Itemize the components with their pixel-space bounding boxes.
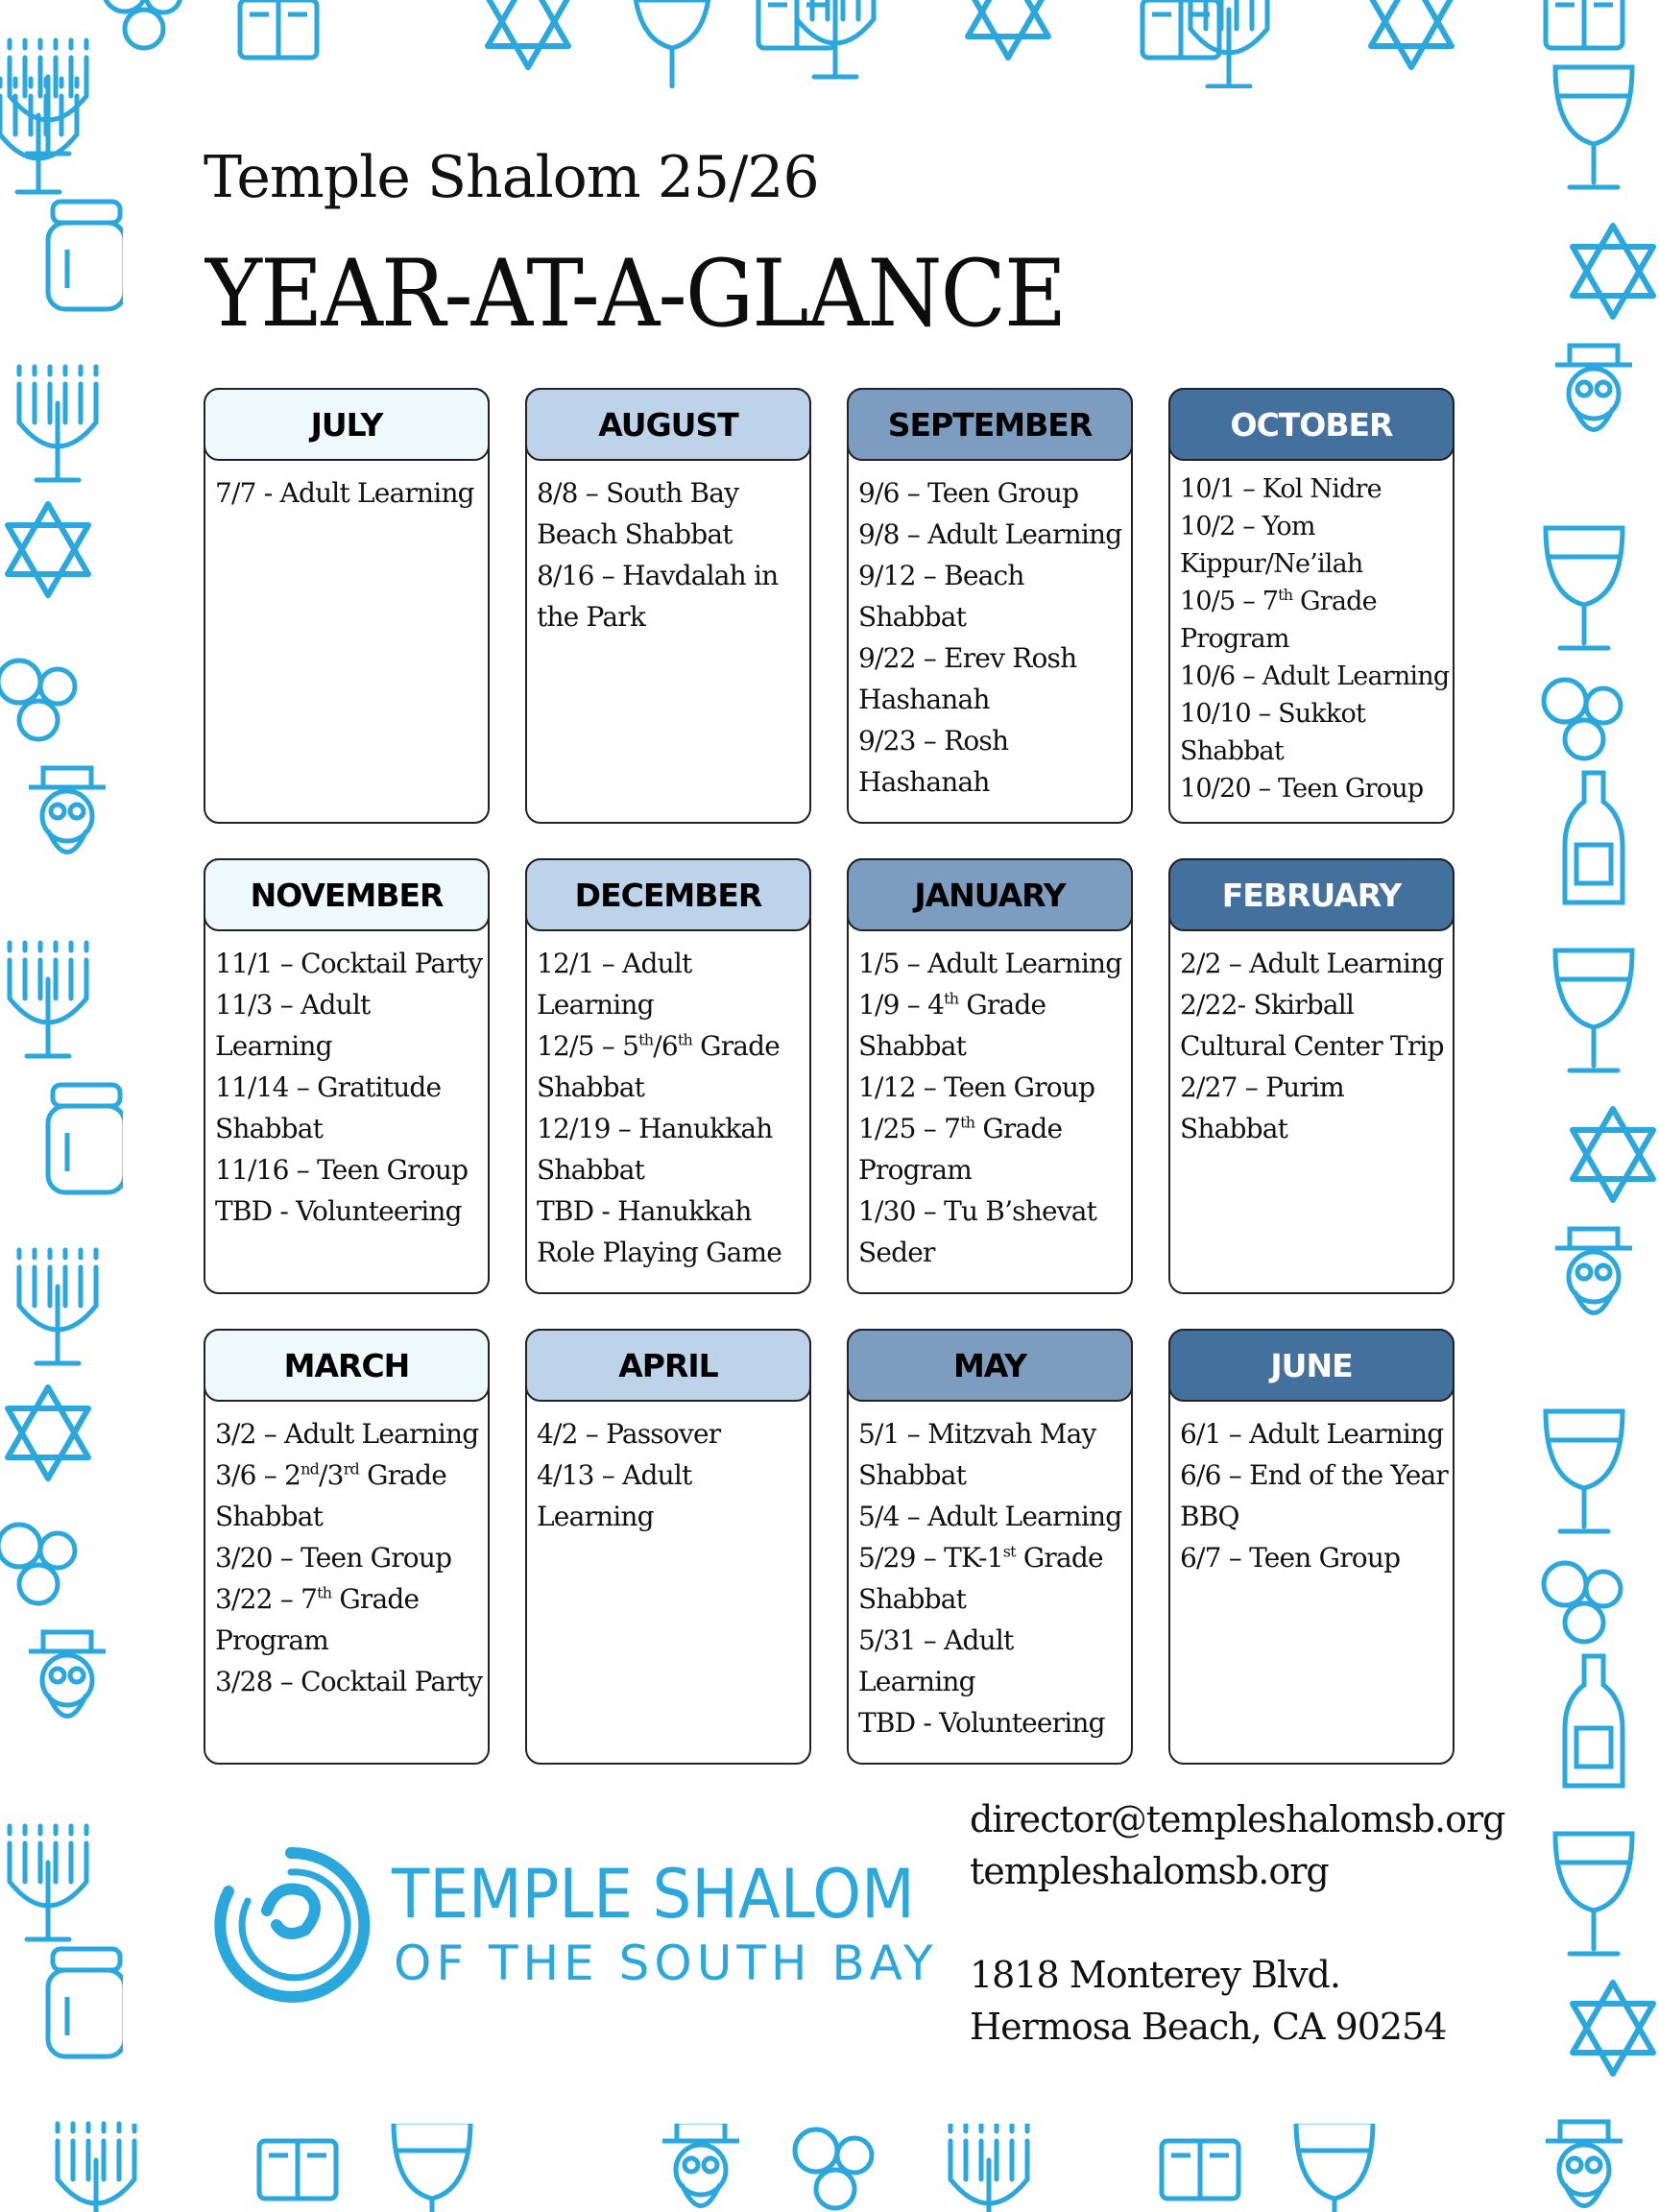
month-header: NOVEMBER xyxy=(204,858,490,931)
event-item: 5/1 – Mitzvah May Shabbat xyxy=(858,1418,1096,1491)
event-item: 9/23 – Rosh Hashanah xyxy=(858,725,1009,798)
month-header: AUGUST xyxy=(525,388,811,461)
event-item: 6/7 – Teen Group xyxy=(1180,1542,1401,1574)
month-card-may xyxy=(847,1329,1133,1765)
event-list xyxy=(215,943,490,1232)
event-list xyxy=(1180,1413,1455,1578)
month-header: JANUARY xyxy=(847,858,1133,931)
month-header: MARCH xyxy=(204,1329,490,1402)
event-item: 3/2 – Adult Learning xyxy=(215,1418,479,1450)
event-item: 10/10 – Sukkot Shabbat xyxy=(1180,699,1365,766)
event-item: 12/19 – Hanukkah Shabbat xyxy=(537,1113,773,1186)
contact-website[interactable]: templeshalomsb.org xyxy=(970,1850,1329,1892)
event-item: 10/5 – 7th Grade Program xyxy=(1180,586,1377,654)
month-card-august xyxy=(525,388,811,824)
event-item: 6/6 – End of the Year BBQ xyxy=(1180,1459,1448,1532)
event-item: 2/2 – Adult Learning xyxy=(1180,948,1444,979)
event-item: 8/8 – South Bay Beach Shabbat xyxy=(537,477,739,550)
event-item: 11/1 – Cocktail Party xyxy=(215,948,483,979)
event-item: 6/1 – Adult Learning xyxy=(1180,1418,1444,1450)
month-card-january xyxy=(847,858,1133,1294)
event-list xyxy=(537,1413,811,1537)
month-header: DECEMBER xyxy=(525,858,811,931)
month-card-march xyxy=(204,1329,490,1765)
logo-text-line1: TEMPLE SHALOM xyxy=(392,1855,915,1934)
month-card-september xyxy=(847,388,1133,824)
event-item: 1/12 – Teen Group xyxy=(858,1071,1095,1103)
swirl-logo-icon xyxy=(209,1843,373,2007)
event-item: 9/6 – Teen Group xyxy=(858,477,1079,509)
month-card-july xyxy=(204,388,490,824)
month-card-october xyxy=(1168,388,1455,824)
event-item: 4/2 – Passover xyxy=(537,1418,721,1450)
month-card-december xyxy=(525,858,811,1294)
event-item: 3/6 – 2nd/3rd Grade Shabbat xyxy=(215,1459,447,1532)
event-list xyxy=(537,472,811,637)
event-list xyxy=(858,943,1133,1273)
event-item: 11/16 – Teen Group xyxy=(215,1154,469,1186)
event-item: 5/29 – TK-1st Grade Shabbat xyxy=(858,1542,1103,1615)
month-header: APRIL xyxy=(525,1329,811,1402)
contact-email[interactable]: director@templeshalomsb.org xyxy=(970,1798,1505,1840)
month-header: MAY xyxy=(847,1329,1133,1402)
month-header: JUNE xyxy=(1168,1329,1455,1402)
spacer xyxy=(970,1897,1527,1949)
month-grid xyxy=(204,388,1455,1765)
event-item: 5/31 – Adult Learning xyxy=(858,1624,1014,1697)
event-item: 3/28 – Cocktail Party xyxy=(215,1666,483,1697)
event-item: 3/20 – Teen Group xyxy=(215,1542,452,1574)
month-header: OCTOBER xyxy=(1168,388,1455,461)
event-list xyxy=(1180,470,1455,807)
event-item: 9/12 – Beach Shabbat xyxy=(858,560,1024,633)
event-item: 10/1 – Kol Nidre xyxy=(1180,474,1382,504)
logo-text-line2: OF THE SOUTH BAY xyxy=(394,1936,938,1991)
event-item: TBD - Volunteering xyxy=(858,1707,1105,1739)
month-card-november xyxy=(204,858,490,1294)
event-item: 10/2 – Yom Kippur/Ne’ilah xyxy=(1180,512,1363,579)
address-line2: Hermosa Beach, CA 90254 xyxy=(970,2006,1447,2048)
event-item: 9/22 – Erev Rosh Hashanah xyxy=(858,642,1077,715)
event-item: 1/30 – Tu B’shevat Seder xyxy=(858,1195,1097,1268)
event-list xyxy=(215,472,490,514)
event-item: 2/27 – Purim Shabbat xyxy=(1180,1071,1344,1144)
event-item: TBD - Hanukkah Role Playing Game xyxy=(537,1195,782,1268)
event-item: 1/5 – Adult Learning xyxy=(858,948,1122,979)
month-header: JULY xyxy=(204,388,490,461)
event-list xyxy=(215,1413,490,1702)
temple-shalom-logo xyxy=(209,1843,958,1997)
event-item: 9/8 – Adult Learning xyxy=(858,518,1122,550)
event-item: 8/16 – Havdalah in the Park xyxy=(537,560,779,633)
address-line1: 1818 Monterey Blvd. xyxy=(970,1954,1340,1996)
event-list xyxy=(537,943,811,1273)
event-item: 2/22- Skirball Cultural Center Trip xyxy=(1180,989,1444,1062)
event-list xyxy=(1180,943,1455,1149)
contact-block xyxy=(970,1793,1527,2053)
event-item: 12/5 – 5th/6th Grade Shabbat xyxy=(537,1030,781,1103)
month-header: SEPTEMBER xyxy=(847,388,1133,461)
event-item: 3/22 – 7th Grade Program xyxy=(215,1583,420,1656)
event-item: 1/25 – 7th Grade Program xyxy=(858,1113,1063,1186)
page-title: YEAR-AT-A-GLANCE xyxy=(205,240,1066,348)
event-item: 1/9 – 4th Grade Shabbat xyxy=(858,989,1046,1062)
event-item: 4/13 – Adult Learning xyxy=(537,1459,692,1532)
event-list xyxy=(858,1413,1133,1743)
event-item: 10/20 – Teen Group xyxy=(1180,774,1424,804)
event-item: 5/4 – Adult Learning xyxy=(858,1501,1122,1532)
month-card-february xyxy=(1168,858,1455,1294)
month-card-april xyxy=(525,1329,811,1765)
month-header: FEBRUARY xyxy=(1168,858,1455,931)
event-item: TBD - Volunteering xyxy=(215,1195,462,1227)
event-item: 7/7 - Adult Learning xyxy=(215,477,474,509)
event-list xyxy=(858,472,1133,803)
event-item: 10/6 – Adult Learning xyxy=(1180,661,1450,691)
event-item: 11/3 – Adult Learning xyxy=(215,989,371,1062)
header-line: Temple Shalom 25/26 xyxy=(204,144,819,211)
event-item: 12/1 – Adult Learning xyxy=(537,948,692,1021)
month-card-june xyxy=(1168,1329,1455,1765)
event-item: 11/14 – Gratitude Shabbat xyxy=(215,1071,442,1144)
